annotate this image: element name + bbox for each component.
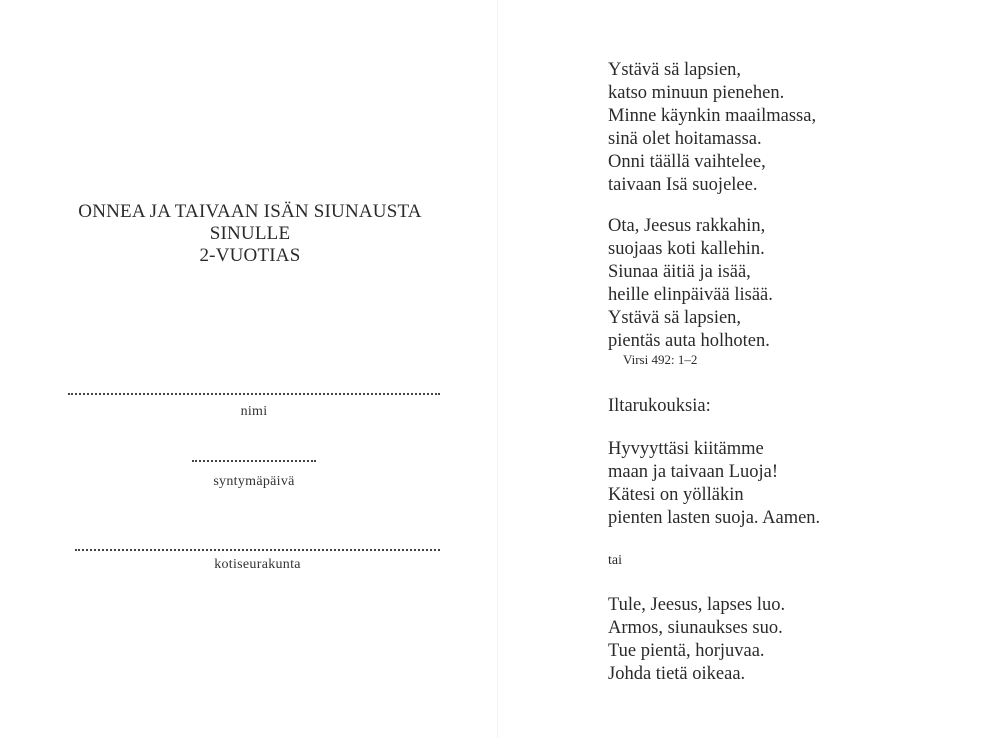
stanza-2-line: suojaas koti kallehin. <box>608 239 765 259</box>
stanza-1-line: taivaan Isä suojelee. <box>608 175 758 195</box>
stanza-2-line: Ystävä sä lapsien, <box>608 308 742 328</box>
prayer-1-line: Hyvyyttäsi kiitämme <box>608 439 764 459</box>
hymn-reference: Virsi 492: 1–2 <box>623 352 698 367</box>
prayer-1-line: Kätesi on yölläkin <box>608 485 744 505</box>
prayer-2-line: Johda tietä oikeaa. <box>608 664 746 684</box>
stanza-2-line: Ota, Jeesus rakkahin, <box>608 216 766 236</box>
stanza-1-line: sinä olet hoitamassa. <box>608 129 762 149</box>
prayer-2-line: Tue pientä, horjuvaa. <box>608 641 765 661</box>
stanza-2-line: Siunaa äitiä ja isää, <box>608 262 751 282</box>
prayer-2-line: Tule, Jeesus, lapses luo. <box>608 595 786 615</box>
parish-label: kotiseurakunta <box>214 557 301 572</box>
prayer-2-line: Armos, siunaukses suo. <box>608 618 783 638</box>
right-page <box>500 0 1000 738</box>
birthday-fill-line <box>192 460 316 462</box>
stanza-1-line: Onni täällä vaihtelee, <box>608 152 766 172</box>
prayers-heading: Iltarukouksia: <box>608 396 711 416</box>
prayer-1-line: pienten lasten suoja. Aamen. <box>608 508 821 528</box>
name-fill-line <box>68 393 440 395</box>
evening-prayer-2 <box>608 594 785 686</box>
name-label: nimi <box>240 404 268 419</box>
separator-word: tai <box>608 553 622 568</box>
prayer-1-line: maan ja taivaan Luoja! <box>608 462 779 482</box>
heading-line-3: 2-VUOTIAS <box>199 245 301 266</box>
birthday-label: syntymäpäivä <box>213 474 295 489</box>
stanza-1-line: Minne käynkin maailmassa, <box>608 106 817 126</box>
stanza-1-line: Ystävä sä lapsien, <box>608 60 742 80</box>
hymn-stanza-2 <box>608 215 773 353</box>
heading-line-2: SINULLE <box>209 223 291 244</box>
stanza-2-line: pientäs auta holhoten. <box>608 331 770 351</box>
stanza-1-line: katso minuun pienehen. <box>608 83 785 103</box>
evening-prayer-1 <box>608 438 820 530</box>
heading-line-1: ONNEA JA TAIVAAN ISÄN SIUNAUSTA <box>78 201 422 222</box>
stanza-2-line: heille elinpäivää lisää. <box>608 285 773 305</box>
parish-fill-line <box>75 549 440 551</box>
hymn-stanza-1 <box>608 59 816 197</box>
greeting-heading <box>60 201 440 267</box>
